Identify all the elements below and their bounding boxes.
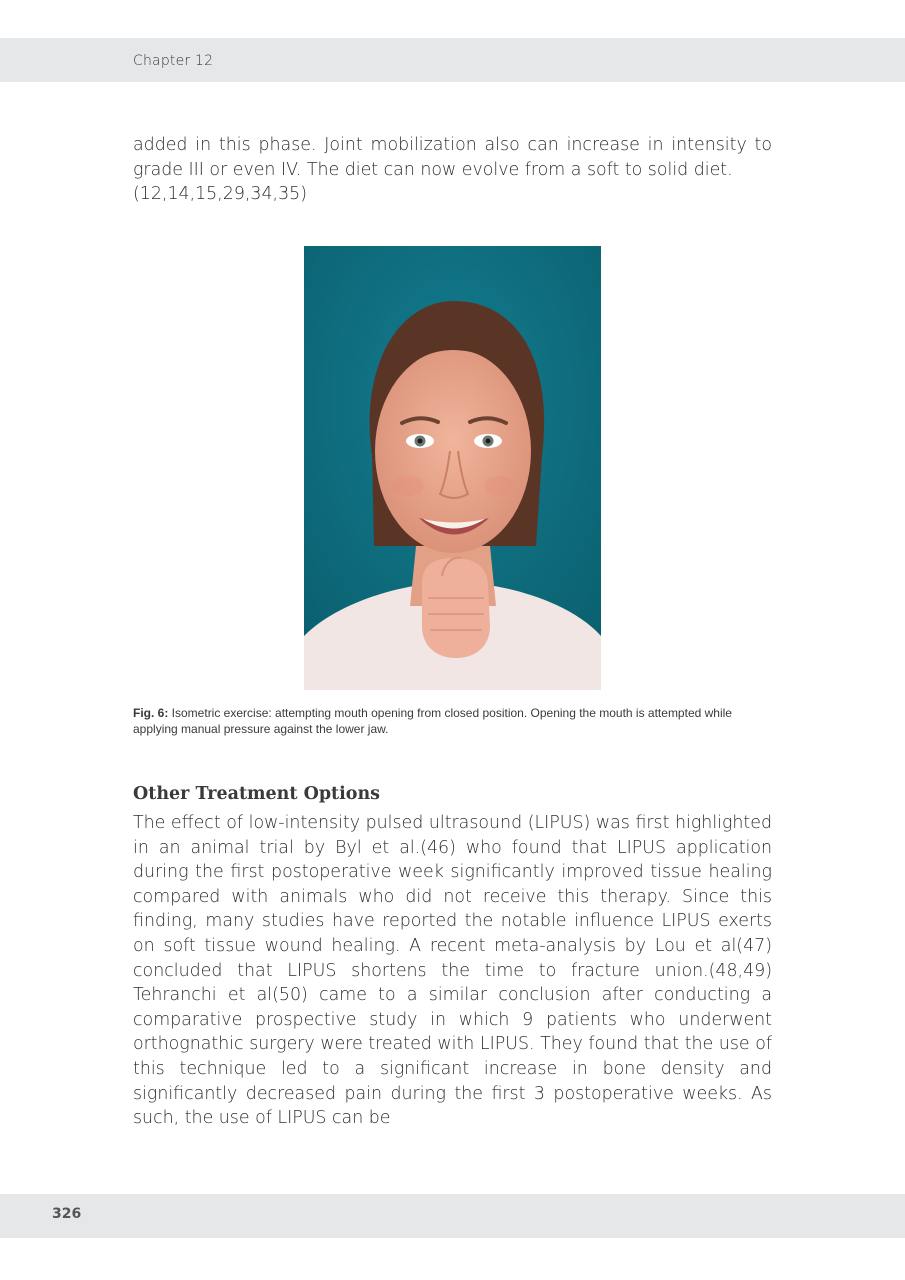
intro-citation: (12,14,15,29,34,35) [133, 184, 307, 205]
intro-text: added in this phase. Joint mobilization also can increase in intensity to grade III or even IV. The diet can now evolve from a soft to solid diet. [133, 135, 772, 180]
intro-paragraph [133, 133, 772, 207]
caption-lead: Fig. 6: [133, 706, 169, 720]
face-shape [375, 349, 531, 553]
figure-photo [304, 246, 601, 690]
footer-band [0, 1194, 905, 1238]
section-heading: Other Treatment Options [133, 784, 381, 804]
figure-caption [133, 705, 773, 737]
caption-text: Isometric exercise: attempting mouth opening from closed position. Opening the mouth is attempted while applying manual pressure against the lower jaw. [133, 706, 732, 736]
hand-fist [422, 558, 490, 658]
portrait-illustration [304, 246, 601, 690]
section-body-paragraph: The effect of low-intensity pulsed ultrasound (LIPUS) was first highlighted in an animal trial by Byl et al.(46) who found that LIPUS application during the first postoperative week significantly improved tissue healing compared with animals who did not receive this therapy. Since this finding, many studies have reported the notable influence LIPUS exerts on soft tissue wound healing. A recent meta-analysis by Lou et al(47) concluded that LIPUS shortens the time to fracture union.(48,49) Tehranchi et al(50) came to a similar conclusion after conducting a comparative prospective study in which 9 patients who underwent orthognathic surgery were treated with LIPUS. They found that the use of this technique led to a significant increase in bone density and significantly decreased pain during the first 3 postoperative weeks. As such, the use of LIPUS can be [133, 813, 772, 1129]
page-number: 326 [52, 1206, 82, 1222]
chapter-label: Chapter 12 [133, 53, 214, 69]
